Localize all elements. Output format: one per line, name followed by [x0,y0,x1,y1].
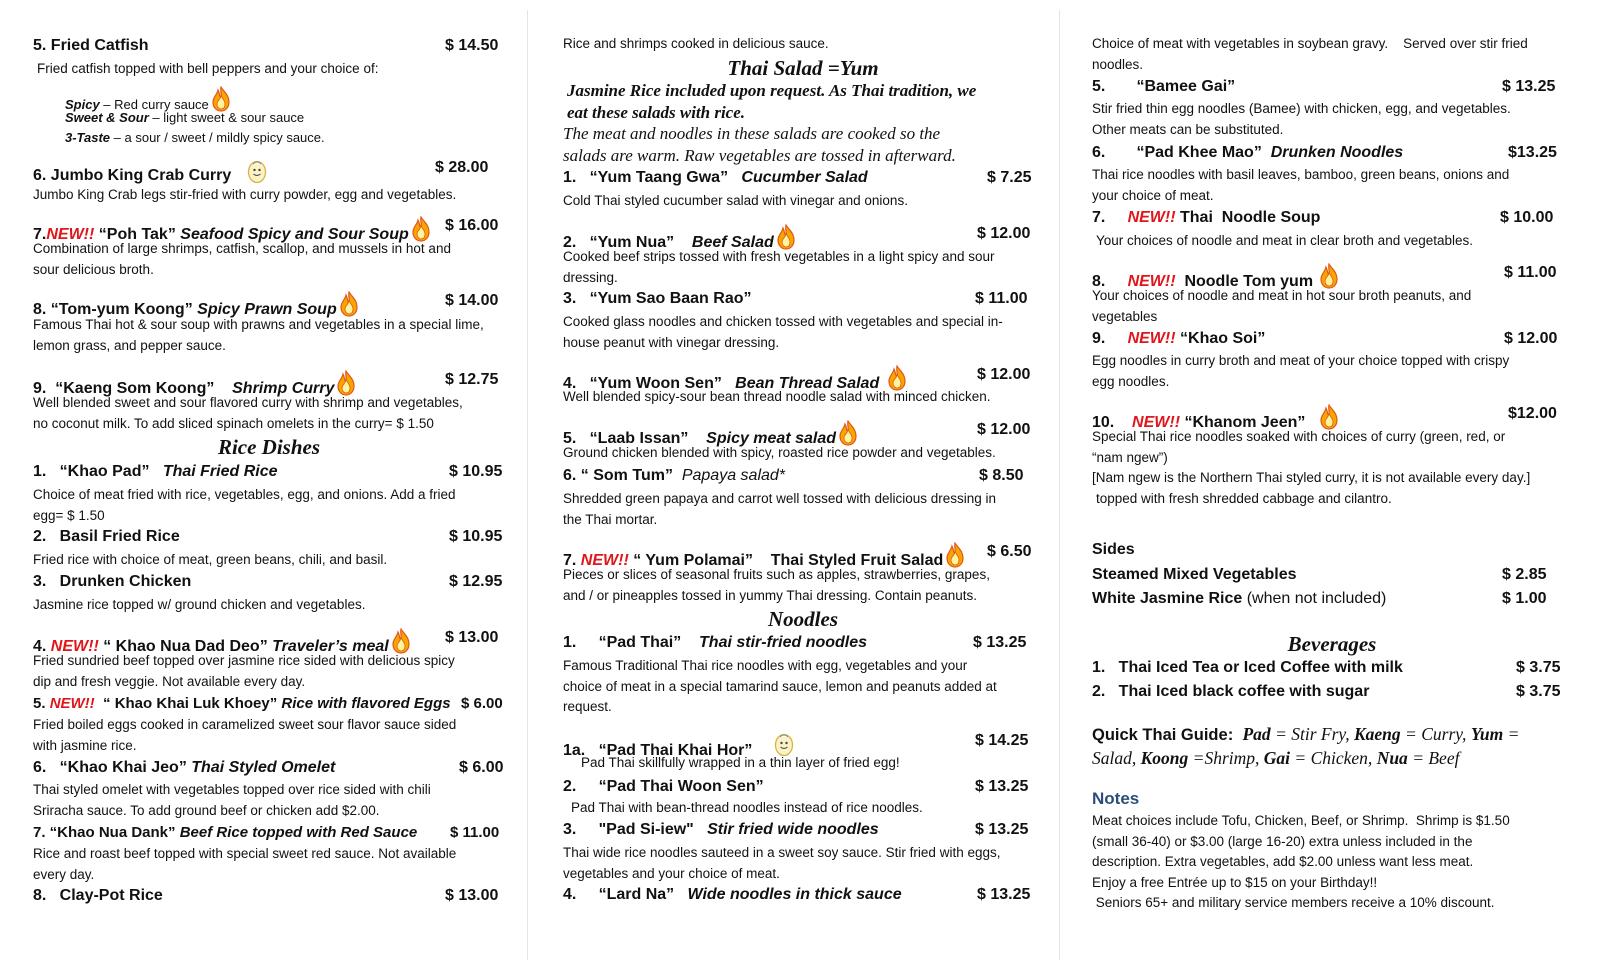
item-name: 4. “Lard Na” Wide noodles in thick sauce [563,886,902,903]
menu-column-2 [563,0,1043,971]
item-price: $ 14.00 [445,292,499,309]
item-name: 5. “Bamee Gai” [1092,78,1236,95]
item-price: $ 11.00 [1504,264,1557,281]
item-price: $ 13.25 [975,778,1029,795]
item-description: Pad Thai with bean-thread noodles instead of rice noodles. [571,800,923,815]
item-name: 6. “ Som Tum” Papaya salad* [563,467,786,484]
item-name: 3. Drunken Chicken [33,573,192,590]
item-price: $ 8.50 [979,467,1024,484]
item-price: $ 13.25 [973,634,1027,651]
item-description: Choice of meat fried with rice, vegetables, egg, and onions. Add a fried egg= $ 1.50 [33,487,456,523]
item-name: 8. “Tom-yum Koong” Spicy Prawn Soup [33,291,359,320]
item-description: Fried rice with choice of meat, green beans, chili, and basil. [33,552,388,567]
item-description: Shredded green papaya and carrot well tossed with delicious dressing in the Thai mortar. [563,491,997,527]
item-description: Well blended sweet and sour flavored curry with shrimp and vegetables, no coconut milk. To add sliced spinach omelets in the curry= $ 1.50 [33,395,463,431]
item-description: Stir fried thin egg noodles (Bamee) with chicken, egg, and vegetables. Other meats can be substituted. [1092,101,1511,137]
item-price: $ 13.25 [975,821,1029,838]
item-name: 9. “Kaeng Som Koong” Shrimp Curry [33,370,356,399]
item-description: Egg noodles in curry broth and meat of your choice topped with crispy egg noodles. [1092,353,1510,389]
item-name: 6. “Pad Khee Mao” Drunken Noodles [1092,144,1404,161]
item-description: Jasmine rice topped w/ ground chicken and vegetables. [33,597,366,612]
salad-intro: The meat and noodles in these salads are cooked so the salads are warm. Raw vegetables are tossed in afterward. [563,124,956,165]
item-price: $ 6.00 [461,695,503,712]
item-price: $ 28.00 [435,159,489,176]
section-title-thai-salad: Thai Salad =Yum [727,56,879,80]
item-name: 8. NEW!! Noodle Tom yum [1092,263,1339,292]
item-name: 1a. “Pad Thai Khai Hor” [563,731,794,761]
item-description: Jumbo King Crab legs stir-fried with curry powder, egg and vegetables. [33,187,457,202]
item-name: 5. “Laab Issan” Spicy meat salad [563,420,858,449]
menu-column-1 [33,0,505,971]
option-spicy: Spicy – Red curry sauce [65,86,231,115]
item-name: 5. Fried Catfish [33,37,149,54]
section-title-rice-dishes: Rice Dishes [217,435,321,459]
item-price: $ 14.25 [975,732,1029,749]
item-price: $ 10.00 [1500,209,1554,226]
notes-title: Notes [1092,789,1140,808]
item-price: $ 3.75 [1516,659,1561,676]
continued-description: Choice of meat with vegetables in soybean gravy. Served over stir fried noodles. [1092,36,1528,72]
item-description: Fried sundried beef topped over jasmine rice sided with delicious spicy dip and fresh veggie. Not available every day. [33,653,455,689]
item-price: $ 3.75 [1516,683,1561,700]
item-description: Thai styled omelet with vegetables topped over rice sided with chili Sriracha sauce. To add ground beef or chicken add $2.00. [33,782,431,818]
option-sweet-sour: Sweet & Sour – light sweet & sour sauce [65,110,305,125]
item-description: Fried boiled eggs cooked in caramelized sweet sour flavor sauce sided with jasmine rice. [33,717,457,753]
quick-thai-guide: Quick Thai Guide: Pad = Stir Fry, Kaeng = Curry, Yum = Salad, Koong =Shrimp, Gai = Chicken, Nua = Beef [1092,724,1520,768]
item-name: 4. NEW!! “ Khao Nua Dad Deo” Traveler’s meal [33,628,411,657]
item-price: $ 12.00 [1504,330,1558,347]
item-description: Fried catfish topped with bell peppers and your choice of: [37,61,379,76]
item-name: 3. “Yum Sao Baan Rao” [563,290,752,307]
notes-body: Meat choices include Tofu, Chicken, Beef, or Shrimp. Shrimp is $1.50 (small 36-40) or $3.00 (large 16-20) extra unless included in the description. Extra vegetables, add $2.00 unless want less meat. Enjoy a free Entrée up to $15 on your Birthday!! Seniors 65+ and military service members receive a 10% discount. [1092,813,1510,910]
item-price: $ 13.25 [977,886,1031,903]
item-price: $ 1.00 [1502,590,1547,607]
item-description: Famous Traditional Thai rice noodles with egg, vegetables and your choice of meat in a special tamarind sauce, lemon and peanuts added at request. [563,658,997,714]
item-price: $ 6.00 [459,759,504,776]
item-price: $ 13.00 [445,629,499,646]
item-description: Pad Thai skillfully wrapped in a thin layer of fried egg! [581,755,900,770]
item-name: 7. NEW!! “ Yum Polamai” Thai Styled Fruit Salad [563,542,965,571]
item-name: 4. “Yum Woon Sen” Bean Thread Salad [563,365,907,394]
item-price: $13.25 [1508,144,1557,161]
item-description: Cooked beef strips tossed with fresh vegetables in a light spicy and sour dressing. [563,249,995,285]
item-price: $ 13.00 [445,887,499,904]
item-name: 3. "Pad Si-iew" Stir fried wide noodles [563,821,879,838]
section-title-beverages: Beverages [1287,632,1377,656]
item-name: 1. “Khao Pad” Thai Fried Rice [33,463,278,480]
item-description: Ground chicken blended with spicy, roasted rice powder and vegetables. [563,445,996,460]
item-price: $12.00 [1508,405,1557,422]
continued-description: Rice and shrimps cooked in delicious sauce. [563,36,829,51]
item-price: $ 12.00 [977,366,1031,383]
item-name: 1. “Yum Taang Gwa” Cucumber Salad [563,169,868,186]
item-description: Your choices of noodle and meat in hot sour broth peanuts, and vegetables [1092,288,1472,324]
item-description: Famous Thai hot & sour soup with prawns and vegetables in a special lime, lemon grass, and pepper sauce. [33,317,484,353]
flame-icon [339,291,359,317]
item-description: Thai wide rice noodles sauteed in a sweet soy sauce. Stir fried with eggs, vegetables and your choice of meat. [563,845,1001,881]
item-price: $ 14.50 [445,37,499,54]
item-price: $ 10.95 [449,528,503,545]
item-name: 7. NEW!! Thai Noodle Soup [1092,209,1321,226]
item-description: Combination of large shrimps, catfish, scallop, and mussels in hot and sour delicious broth. [33,241,451,277]
item-price: $ 16.00 [445,217,499,234]
chef-egg-icon [247,158,267,184]
section-title-noodles: Noodles [768,607,838,631]
item-description: Rice and roast beef topped with special sweet red sauce. Not available every day. [33,846,457,882]
item-price: $ 12.00 [977,225,1031,242]
item-name: 2. “Pad Thai Woon Sen” [563,778,764,795]
item-name: 2. “Yum Nua” Beef Salad [563,224,796,253]
item-description: Cold Thai styled cucumber salad with vinegar and onions. [563,193,908,208]
item-name: 9. NEW!! “Khao Soi” [1092,330,1266,347]
item-price: $ 11.00 [450,824,500,841]
salad-intro-bold: Jasmine Rice included upon request. As Thai tradition, we eat these salads with rice. [567,81,977,122]
item-description: Well blended spicy-sour bean thread noodle salad with minced chicken. [563,389,991,404]
sides-title: Sides [1092,541,1135,558]
item-price: $ 12.75 [445,371,499,388]
item-name: 6. “Khao Khai Jeo” Thai Styled Omelet [33,759,336,776]
item-name: 2. Basil Fried Rice [33,528,180,545]
item-name: 10. NEW!! “Khanom Jeen” [1092,404,1339,433]
item-price: $ 12.00 [977,421,1031,438]
item-price: $ 13.25 [1502,78,1556,95]
item-name: 6. Jumbo King Crab Curry [33,158,267,186]
item-description: Pieces or slices of seasonal fruits such as apples, strawberries, grapes, and / or pineapples tossed in yummy Thai dressing. Contain peanuts. [563,567,990,603]
item-price: $ 6.50 [987,543,1032,560]
item-description: Special Thai rice noodles soaked with choices of curry (green, red, or “nam ngew”) [Nam ngew is the Northern Thai styled curry, it is not available every day.] topped with fresh shredded cabbage and cilantro. [1092,429,1531,506]
item-price: $ 10.95 [449,463,503,480]
item-price: $ 7.25 [987,169,1032,186]
item-price: $ 12.95 [449,573,503,590]
item-description: Your choices of noodle and meat in clear broth and vegetables. [1096,233,1474,248]
item-description: Cooked glass noodles and chicken tossed with vegetables and special in- house peanut with vinegar dressing. [563,314,1003,350]
item-price: $ 11.00 [975,290,1028,307]
menu-column-3: Choice of meat with vegetables in soybean gravy. Served over stir fried noodles. 5. “Bamee Gai” $ 13.25 Stir fried thin egg noodles (Bamee) with chicken, egg, and vegetables. Other meats can be substituted. 6. “Pad Khee Mao” Drunken Noodles $13.25 Thai rice noodles with basil leaves, bamboo, green beans, onions and your choice of meat. 7. NEW!! Thai Noodle Soup $ 10.00 Your choices of noodle and meat in clear broth and vegetables. 8. NEW!! Noodle Tom yum $ 11.00 Your choices of noodle and meat in hot sour broth peanuts, and vegetables 9. NEW!! “Khao Soi” $ 12.00 Egg noodles in curry broth and meat of your choice topped with crispy egg noodles. 10. NEW!! “Khanom Jeen” $12.00 Special Thai rice noodles soaked with choices of curry (green, red, or “nam ngew”) [Nam ngew is the Northern Thai styled curry, it is not available every day.] topped with fresh shredded cabbage and cilantro. Sides Steamed Mixed Vegetables $ 2.85 White Jasmine Rice (when not included) $ 1.00 Beverages 1. Thai Iced Tea or Iced Coffee with milk $ 3.75 2. Thai Iced black coffee with sugar $ 3.75 Quick Thai Guide: Pad = Stir Fry, Kaeng = Curry, Yum = Salad, Koong =Shrimp, Gai = Chicken, Nua = Beef Notes Meat choices include Tofu, Chicken, Beef, or Shrimp. Shrimp is $1.50 (small 36-40) or $3.00 (large 16-20) extra unless included in the description. Extra vegetables, add $2.00 unless want less meat. Enjoy a free Entrée up to $15 on your Birthday!! Seniors 65+ and military service members receive a 10% discount. [1092,0,1572,971]
item-name: 1. “Pad Thai” Thai stir-fried noodles [563,634,868,651]
item-name: 7. “Khao Nua Dank” Beef Rice topped with Red Sauce [33,824,418,841]
option-3-taste: 3-Taste – a sour / sweet / mildly spicy sauce. [65,130,325,145]
item-price: $ 2.85 [1502,566,1547,583]
item-name: 5. NEW!! “ Khao Khai Luk Khoey” Rice with flavored Eggs [33,695,451,712]
item-name: 7.NEW!! “Poh Tak” Seafood Spicy and Sour Soup [33,216,431,245]
item-name: 8. Clay-Pot Rice [33,887,163,904]
item-description: Thai rice noodles with basil leaves, bamboo, green beans, onions and your choice of meat. [1092,167,1510,203]
